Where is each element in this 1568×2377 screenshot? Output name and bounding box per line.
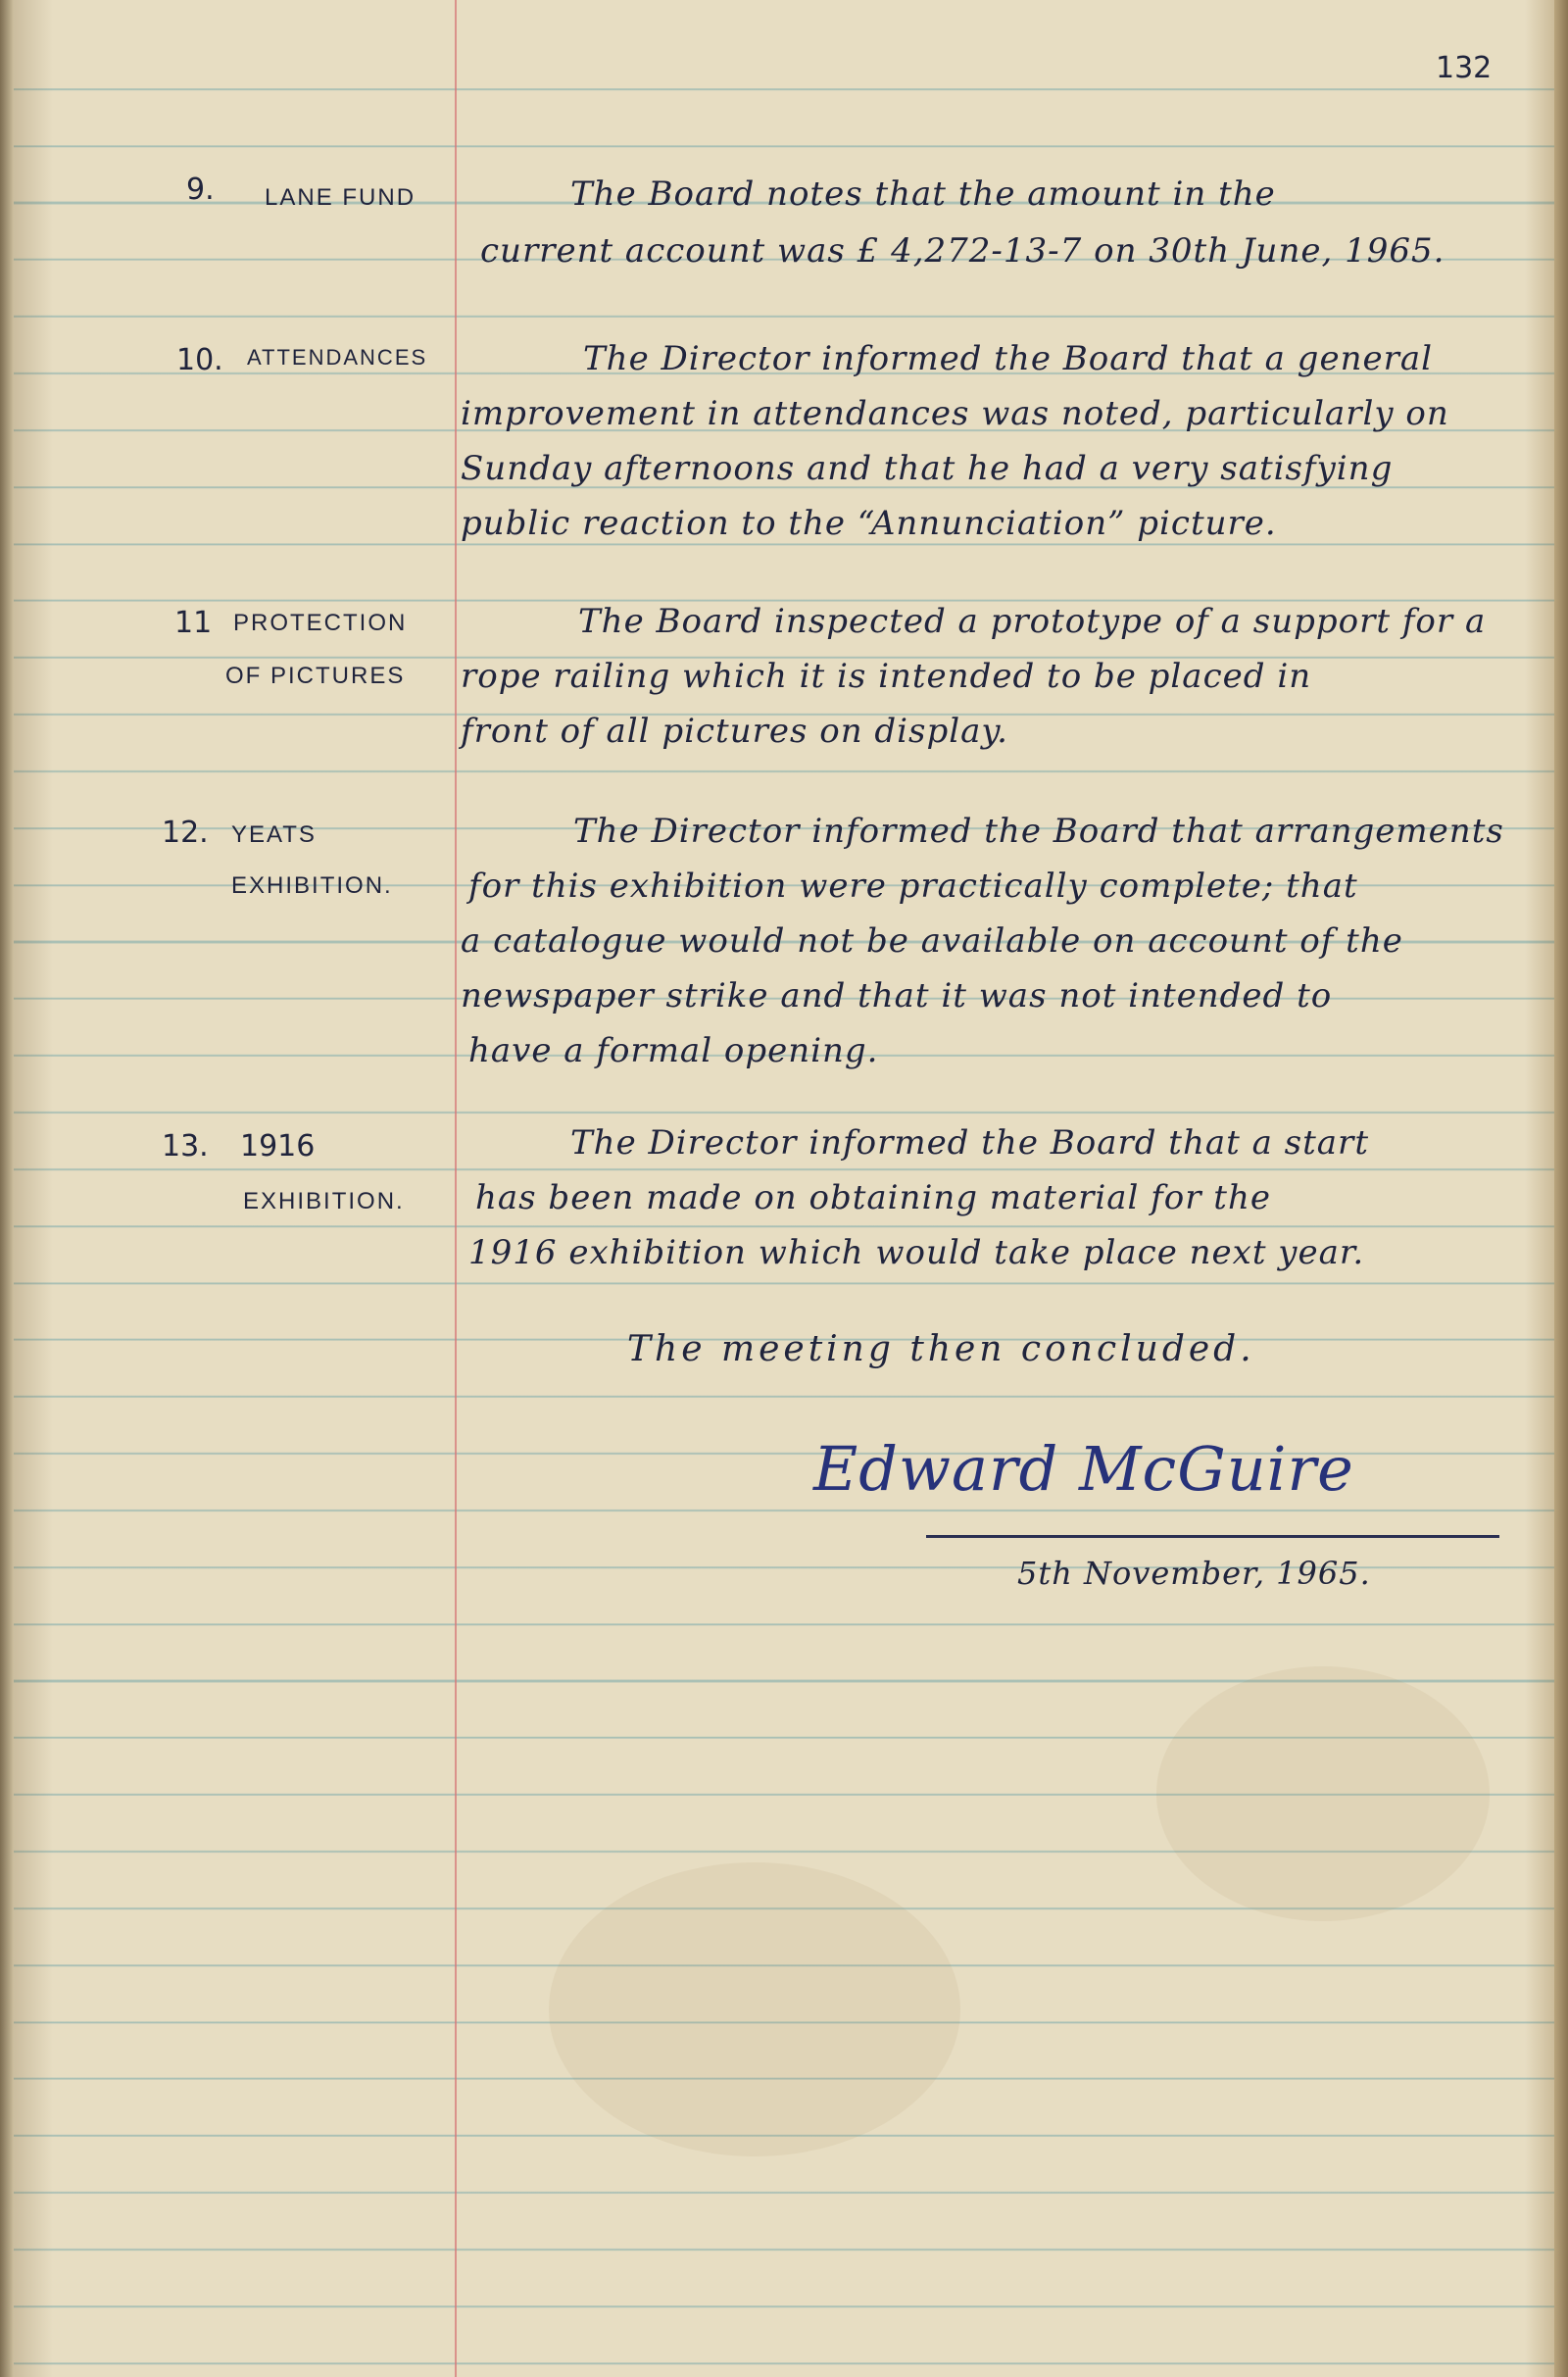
paper-stain: [1156, 1666, 1490, 1921]
item-heading: EXHIBITION.: [231, 872, 393, 899]
minute-line: improvement in attendances was noted, particularly on: [461, 394, 1449, 433]
item-heading: LANE FUND: [265, 184, 416, 211]
minute-line: for this exhibition were practically complete; that: [468, 867, 1358, 906]
page-edge: [1554, 0, 1568, 2377]
minute-line: public reaction to the “Annunciation” picture.: [461, 504, 1277, 543]
item-number: 13.: [162, 1129, 209, 1164]
item-number: 9.: [186, 173, 215, 207]
signature-rule: [926, 1535, 1499, 1538]
minute-line: 1916 exhibition which would take place next year.: [468, 1233, 1365, 1272]
minute-line: The Board notes that the amount in the: [570, 174, 1276, 214]
minute-line: newspaper strike and that it was not intended to: [461, 976, 1333, 1015]
minute-line: current account was £ 4,272-13-7 on 30th June, 1965.: [480, 231, 1446, 271]
minute-line: rope railing which it is intended to be placed in: [461, 657, 1312, 696]
paper-stain: [549, 1862, 960, 2156]
minute-line: The Director informed the Board that a start: [570, 1123, 1369, 1163]
margin-rule: [455, 0, 457, 2377]
item-heading: OF PICTURES: [225, 663, 406, 689]
minute-line: front of all pictures on display.: [461, 712, 1008, 751]
minute-line: a catalogue would not be available on account of the: [461, 921, 1403, 961]
page-number: 132: [1436, 51, 1493, 85]
minute-line: The Director informed the Board that a general: [583, 339, 1433, 378]
minute-line: has been made on obtaining material for the: [475, 1178, 1271, 1217]
item-number: 10.: [176, 343, 223, 377]
item-heading: ATTENDANCES: [247, 345, 428, 370]
minute-line: The Board inspected a prototype of a support for a: [578, 602, 1487, 641]
closing-line: The meeting then concluded.: [627, 1329, 1255, 1369]
item-heading: YEATS: [231, 821, 317, 848]
signature-date: 5th November, 1965.: [1017, 1555, 1371, 1592]
item-heading: PROTECTION: [233, 610, 408, 636]
minute-line: have a formal opening.: [468, 1031, 879, 1070]
binding-spine: [0, 0, 14, 2377]
minute-line: Sunday afternoons and that he had a very satisfying: [461, 449, 1394, 488]
item-heading: 1916: [240, 1129, 316, 1164]
minute-line: The Director informed the Board that arrangements: [573, 812, 1504, 851]
signature: Edward McGuire: [813, 1433, 1354, 1505]
item-heading: EXHIBITION.: [243, 1188, 405, 1214]
item-number: 11: [174, 606, 213, 640]
item-number: 12.: [162, 816, 209, 850]
